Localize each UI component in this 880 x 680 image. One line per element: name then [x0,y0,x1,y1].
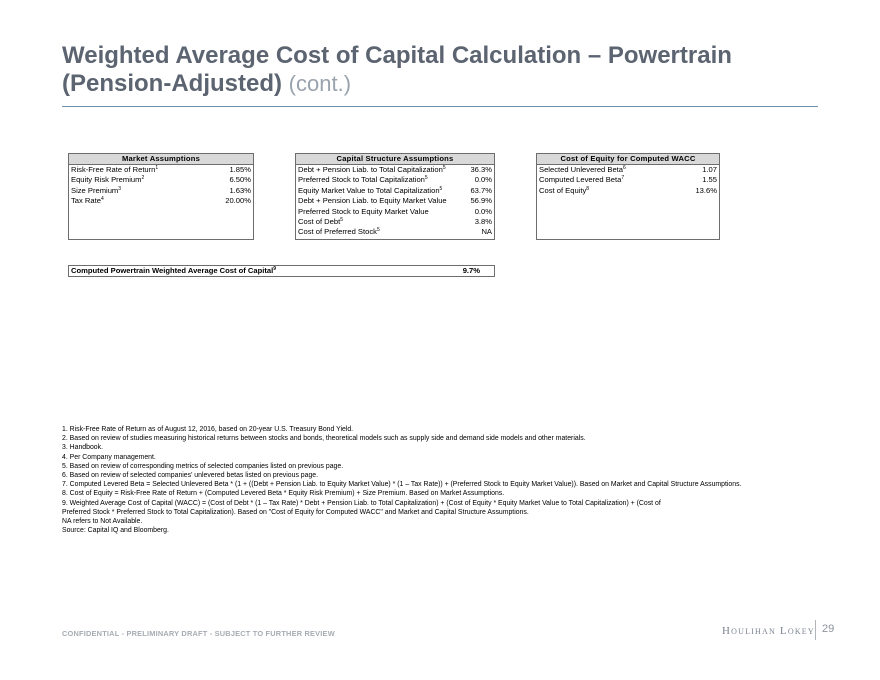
footnote: Preferred Stock * Preferred Stock to Total Capitalization). Based on "Cost of Equity for Computed WACC" and Market and Capital Structure Assumptions. [62,508,529,516]
capital-structure-header: Capital Structure Assumptions [296,154,494,165]
page-number: 29 [822,623,835,635]
title-divider [62,106,818,107]
capital-structure-row [296,165,494,175]
capital-structure-row-value: 0.0% [474,175,492,185]
footnote: 7. Computed Levered Beta = Selected Unlevered Beta * (1 + ((Debt + Pension Liab. to Equity Market Value) * (1 – Tax Rate)) + (Preferred Stock to Equity Market Value)). Based on Market and Capital Structure Assumptions. [62,481,742,489]
capital-structure-row-label: Preferred Stock to Equity Market Value [298,206,429,216]
market-assumption-row-value: 6.50% [229,175,251,185]
footnote: 8. Cost of Equity = Risk-Free Rate of Return + (Computed Levered Beta * Equity Risk Premium) + Size Premium. Based on Market Assumptions. [62,490,505,498]
capital-structure-row-label: Debt + Pension Liab. to Equity Market Value [298,196,447,206]
footnote: 9. Weighted Average Cost of Capital (WACC) = (Cost of Debt * (1 – Tax Rate) * Debt + Pension Liab. to Total Capitalization) + (Cost of Equity * Equity Market Value to Total Capitalization) + (Cost of [62,499,661,507]
capital-structure-row [296,207,494,217]
cost-of-equity-row-value: 1.55 [702,175,717,185]
market-assumption-row-label: Equity Risk Premium$^2$ [71,175,145,185]
market-assumption-row-value: 20.00% [225,196,251,206]
capital-structure-row-value: 63.7% [470,185,492,195]
capital-structure-row-label: Debt + Pension Liab. to Total Capitalization$^5$ [298,165,446,174]
capital-structure-row-value: 36.3% [470,165,492,174]
cost-of-equity-row-label: Computed Levered Beta$^7$ [539,175,625,185]
footnote: 6. Based on review of selected companies' unlevered betas listed on previous page. [62,472,319,480]
market-assumptions-table [68,153,254,240]
capital-structure-row [296,217,494,227]
capital-structure-row-value: 0.0% [474,206,492,216]
market-assumptions-rows [69,165,253,207]
cost-of-equity-rows [537,165,719,196]
footnote: NA refers to Not Available. [62,518,143,526]
computed-wacc-row [68,265,495,277]
footnote: 1. Risk-Free Rate of Return as of August 12, 2016, based on 20-year U.S. Treasury Bond Yield. [62,426,354,433]
computed-wacc-label: Computed Powertrain Weighted Average Cost of Capital$^9$ [71,266,277,275]
market-assumption-row-label: Risk-Free Rate of Return$^1$ [71,165,159,174]
capital-structure-rows [296,165,494,238]
footnote: 5. Based on review of corresponding metrics of selected companies listed on previous page. [62,462,344,470]
cost-of-equity-row [537,186,719,196]
market-assumption-row [69,196,253,206]
capital-structure-row [296,227,494,237]
market-assumptions-header: Market Assumptions [69,154,253,165]
houlihan-lokey-logo: Houlihan Lokey [722,625,815,637]
market-assumption-row-value: 1.85% [229,165,251,174]
capital-structure-row-label: Equity Market Value to Total Capitalization$^5$ [298,185,443,195]
market-assumption-row [69,186,253,196]
footnote: 2. Based on review of studies measuring historical returns between stocks and bonds, theoretical models such as supply side and demand side models and other materials. [62,435,586,443]
market-assumption-row [69,175,253,185]
capital-structure-row-label: Preferred Stock to Total Capitalization$^5$ [298,175,428,185]
confidential-notice: CONFIDENTIAL - PRELIMINARY DRAFT - SUBJECT TO FURTHER REVIEW [62,629,335,638]
capital-structure-table [295,153,495,240]
capital-structure-row-label: Cost of Debt$^5$ [298,216,343,226]
page-title-main: Weighted Average Cost of Capital Calculation – Powertrain (Pension-Adjusted) [62,42,732,97]
page-title-cont: (cont.) [288,71,352,96]
computed-wacc-value: 9.7% [462,266,480,275]
capital-structure-row-value: 3.8% [474,216,492,226]
cost-of-equity-header: Cost of Equity for Computed WACC [537,154,719,165]
cost-of-equity-row-value: 1.07 [702,165,717,174]
capital-structure-row-value: 56.9% [470,196,492,206]
footnote: 4. Per Company management. [62,453,156,461]
cost-of-equity-table [536,153,720,240]
cost-of-equity-row [537,165,719,175]
capital-structure-row [296,175,494,185]
capital-structure-row-value: NA [481,227,492,237]
footnote: Source: Capital IQ and Bloomberg. [62,527,169,535]
footnotes [62,425,822,535]
cost-of-equity-row-label: Selected Unlevered Beta$^6$ [539,165,626,174]
footnote: 3. Handbook. [62,444,103,452]
footer-divider [815,620,816,640]
capital-structure-row [296,196,494,206]
cost-of-equity-row [537,175,719,185]
capital-structure-row [296,186,494,196]
market-assumption-row-label: Tax Rate$^4$ [71,196,104,206]
capital-structure-row-label: Cost of Preferred Stock$^5$ [298,227,380,237]
page-title [62,42,822,98]
market-assumption-row-label: Size Premium$^3$ [71,185,122,195]
cost-of-equity-row-value: 13.6% [695,185,717,195]
market-assumption-row [69,165,253,175]
cost-of-equity-row-label: Cost of Equity$^8$ [539,185,590,195]
market-assumption-row-value: 1.63% [229,185,251,195]
